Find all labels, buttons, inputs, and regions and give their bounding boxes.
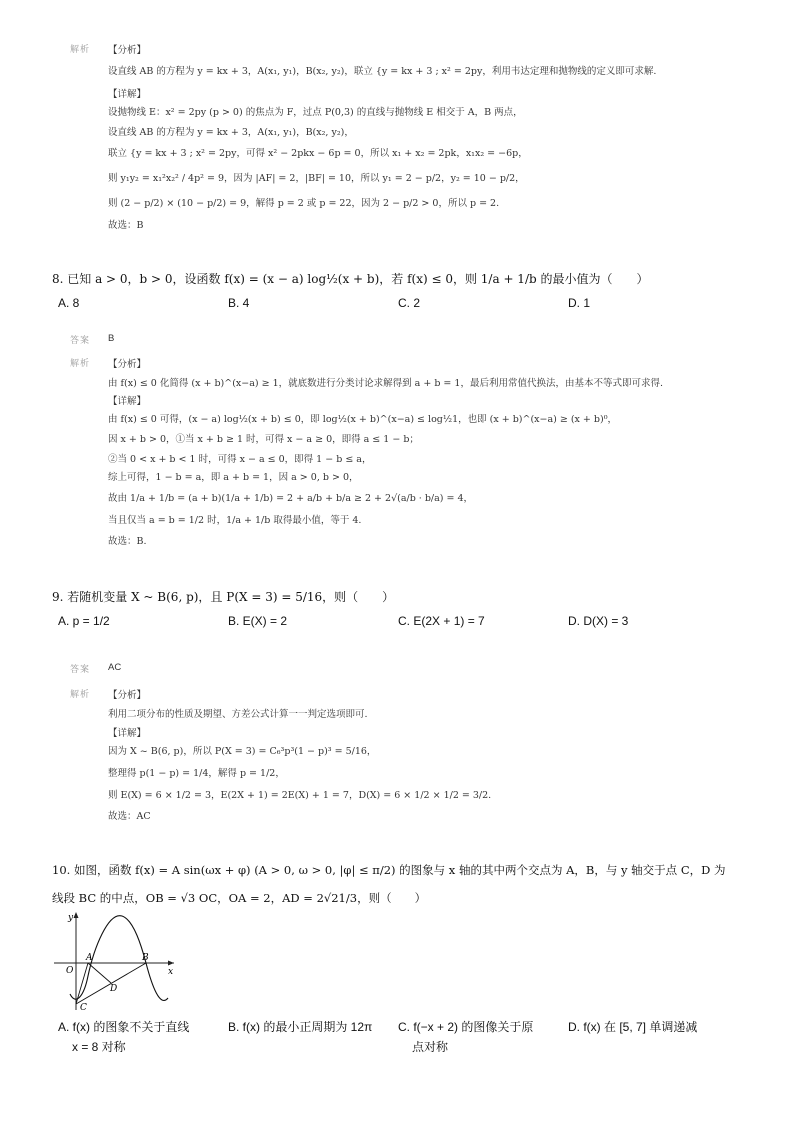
q10-option-c-line2: 点对称 (412, 1040, 449, 1054)
q8-line: 由 f(x) ≤ 0 化简得 (x + b)^(x−a) ≥ 1，就底数进行分类讨论求解得到 a + b = 1，最后利用常值代换法，由基本不等式即可求得. (108, 378, 663, 389)
q9-line: 【详解】 (108, 728, 147, 739)
q7-line: 联立 {y = kx + 3 ; x² = 2py，可得 x² − 2pkx − 6p = 0，所以 x₁ + x₂ = 2pk，x₁x₂ = −6p， (108, 148, 528, 159)
q9-answer: AC (108, 662, 122, 673)
q8-line: 当且仅当 a = b = 1/2 时，1/a + 1/b 取得最小值，等于 4. (108, 515, 362, 526)
q7-line: 则 (2 − p/2) × (10 − p/2) = 9，解得 p = 2 或 p = 22，因为 2 − p/2 > 0，所以 p = 2. (108, 198, 500, 209)
q8-line: 由 f(x) ≤ 0 可得，(x − a) log½(x + b) ≤ 0，即 log½(x + b)^(x−a) ≤ log½1，也即 (x + b)^(x−a) ≥ (x + b)⁰， (108, 414, 618, 425)
q8-option-b[interactable]: B. 4 (228, 296, 250, 310)
label-a: A (86, 953, 93, 963)
q9-answer-tag: 答案 (70, 664, 91, 674)
q9-option-a[interactable]: A. p = 1/2 (58, 614, 110, 628)
q9-option-b[interactable]: B. E(X) = 2 (228, 614, 288, 628)
q7-line: 则 y₁y₂ = x₁²x₂² / 4p² = 9，因为 |AF| = 2，|BF| = 10，所以 y₁ = 2 − p/2，y₂ = 10 − p/2， (108, 173, 525, 184)
label-o: O (66, 966, 74, 976)
q9-line: 因为 X ~ B(6, p)，所以 P(X = 3) = C₆³p³(1 − p)³ = 5/16， (108, 746, 377, 757)
q8-option-c[interactable]: C. 2 (398, 296, 421, 310)
q9-line: 利用二项分布的性质及期望、方差公式计算一一判定选项即可. (108, 709, 368, 720)
q10-option-a-line1: A. f(x) 的图象不关于直线 (58, 1020, 190, 1034)
q9-line: 整理得 p(1 − p) = 1/4，解得 p = 1/2， (108, 768, 285, 779)
q9-line: 故选：AC (108, 811, 151, 822)
q8-line: 故由 1/a + 1/b = (a + b)(1/a + 1/b) = 2 + a/b + b/a ≥ 2 + 2√(a/b · b/a) = 4， (108, 493, 474, 504)
q8-analysis-tag: 解析 (70, 358, 91, 368)
sine-curve (70, 916, 168, 1001)
label-c: C (80, 1003, 87, 1013)
q10-stem-line2: 线段 BC 的中点，OB = √3 OC，OA = 2，AD = 2√21/3，则（ ） (52, 891, 427, 905)
label-x: x (168, 967, 174, 977)
y-axis-arrow-icon (74, 912, 79, 918)
label-b: B (142, 953, 149, 963)
q10-function-graph (50, 908, 180, 1014)
q7-line: 设抛物线 E：x² = 2py (p > 0) 的焦点为 F，过点 P(0,3) 的直线与抛物线 E 相交于 A，B 两点， (108, 107, 523, 118)
q8-stem: 8. 已知 a > 0，b > 0，设函数 f(x) = (x − a) log½(x + b)，若 f(x) ≤ 0，则 1/a + 1/b 的最小值为（ ） (52, 272, 649, 286)
q9-option-d[interactable]: D. D(X) = 3 (568, 614, 629, 628)
q8-answer: B (108, 333, 115, 344)
q8-line: 综上可得，1 − b = a，即 a + b = 1，因 a > 0, b > 0， (108, 472, 359, 483)
q7-line: 【详解】 (108, 89, 147, 100)
q9-option-c[interactable]: C. E(2X + 1) = 7 (398, 614, 485, 628)
label-y: y (68, 913, 74, 923)
q10-stem-line1: 10. 如图，函数 f(x) = A sin(ωx + φ) (A > 0, ω > 0, |φ| ≤ π/2) 的图象与 x 轴的其中两个交点为 A，B，与 y 轴交于点 C，D 为 (52, 863, 726, 877)
q7-line: 设直线 AB 的方程为 y = kx + 3，A(x₁, y₁)，B(x₂, y₂)， (108, 127, 354, 138)
segment-ad (88, 963, 111, 983)
q9-stem: 9. 若随机变量 X ~ B(6, p)，且 P(X = 3) = 5/16，则（ ） (52, 590, 395, 604)
q8-option-d[interactable]: D. 1 (568, 296, 591, 310)
q7-analysis-tag: 解析 (70, 44, 91, 54)
q8-answer-tag: 答案 (70, 335, 91, 345)
q8-line: 【分析】 (108, 359, 147, 370)
q7-line: 设直线 AB 的方程为 y = kx + 3，A(x₁, y₁)，B(x₂, y₂)，联立 {y = kx + 3 ; x² = 2py，利用韦达定理和抛物线的定义即可求解. (108, 66, 657, 77)
q7-line: 【分析】 (108, 45, 147, 56)
q9-analysis-tag: 解析 (70, 689, 91, 699)
label-d: D (110, 984, 118, 994)
q8-line: 【详解】 (108, 396, 147, 407)
q10-option-b-line1: B. f(x) 的最小正周期为 12π (228, 1020, 373, 1034)
q7-line: 故选：B (108, 220, 144, 231)
q10-option-a-line2: x = 8 对称 (72, 1040, 126, 1054)
x-axis-arrow-icon (168, 961, 174, 966)
q8-option-a[interactable]: A. 8 (58, 296, 80, 310)
q8-line: 因 x + b > 0，①当 x + b ≥ 1 时，可得 x − a ≥ 0，即得 a ≤ 1 − b； (108, 434, 419, 445)
q10-option-d-line1: D. f(x) 在 [5, 7] 单调递减 (568, 1020, 698, 1034)
q9-line: 则 E(X) = 6 × 1/2 = 3，E(2X + 1) = 2E(X) + 1 = 7，D(X) = 6 × 1/2 × 1/2 = 3/2. (108, 790, 492, 801)
q8-line: 故选：B. (108, 536, 147, 547)
q8-line: ②当 0 < x + b < 1 时，可得 x − a ≤ 0，即得 1 − b ≤ a， (108, 454, 372, 465)
q9-line: 【分析】 (108, 690, 147, 701)
q10-option-c-line1: C. f(−x + 2) 的图像关于原 (398, 1020, 534, 1034)
